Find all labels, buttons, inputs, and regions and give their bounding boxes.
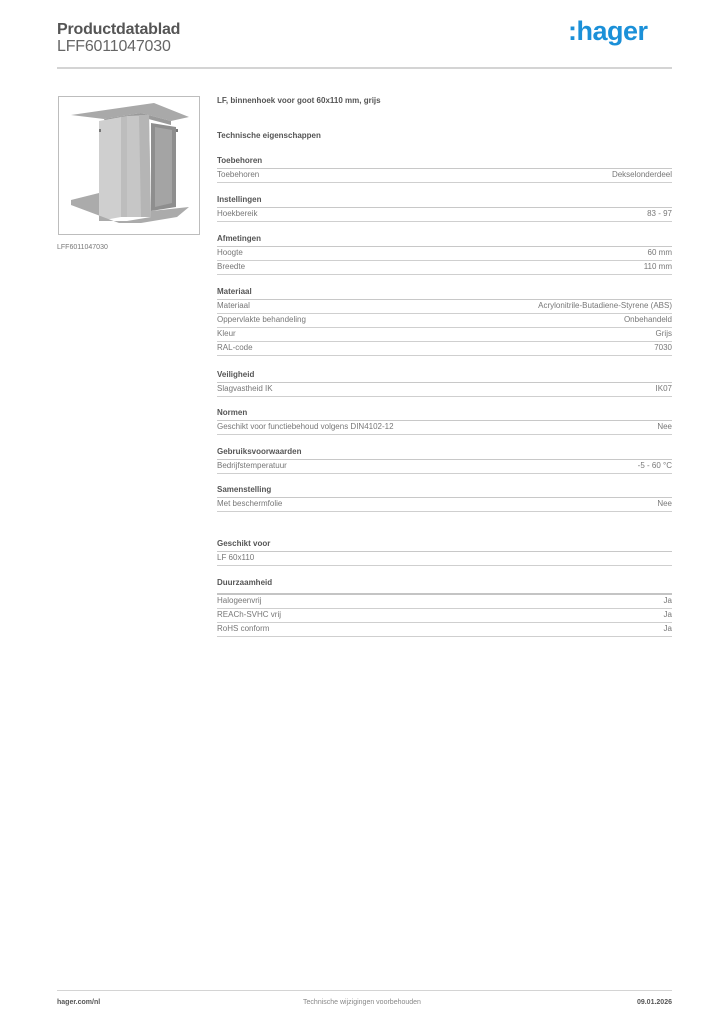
footer-website-link[interactable]: hager.com/nl (57, 999, 101, 1006)
property-row (217, 552, 672, 566)
section-afmetingen (217, 234, 672, 275)
property-row (217, 498, 672, 512)
section-heading: Instellingen (217, 195, 672, 208)
product-title: LF, binnenhoek voor goot 60x110 mm, grijs (217, 96, 381, 105)
property-label: Hoogte (217, 248, 243, 257)
property-row (217, 169, 672, 183)
property-value: Nee (657, 422, 672, 431)
section-samenstelling (217, 485, 672, 512)
section-heading: Veiligheid (217, 370, 672, 383)
property-value: IK07 (655, 384, 672, 393)
property-value: 7030 (654, 343, 672, 352)
property-value: -5 - 60 °C (637, 461, 672, 470)
property-label: Materiaal (217, 301, 250, 310)
property-row (217, 261, 672, 275)
section-heading: Toebehoren (217, 156, 672, 169)
property-row (217, 208, 672, 222)
property-value: Acrylonitrile-Butadiene-Styrene (ABS) (538, 301, 672, 310)
page-title: Productdatablad (57, 21, 181, 38)
section-duurzaamheid (217, 578, 672, 637)
property-row (217, 342, 672, 356)
property-value: 60 mm (647, 248, 672, 257)
property-row (217, 595, 672, 609)
hager-logo: :hager (568, 16, 648, 46)
property-row (217, 609, 672, 623)
footer-disclaimer: Technische wijzigingen voorbehouden (303, 999, 421, 1006)
property-label: RAL-code (217, 343, 253, 352)
footer-date: 09.01.2026 (636, 999, 672, 1006)
property-row (217, 247, 672, 261)
property-row (217, 383, 672, 397)
product-image (58, 96, 200, 235)
property-value: Ja (663, 610, 672, 619)
property-value: Onbehandeld (623, 315, 672, 324)
property-label: Kleur (217, 329, 236, 338)
cable-trunking-inner-corner-icon (59, 97, 199, 234)
property-label: Hoekbereik (217, 209, 258, 218)
header-divider (57, 67, 672, 69)
property-row (217, 314, 672, 328)
property-row (217, 421, 672, 435)
property-label: Slagvastheid IK (217, 384, 273, 393)
property-label: Bedrijfstemperatuur (217, 461, 287, 470)
property-label: LF 60x110 (217, 553, 255, 562)
property-row (217, 460, 672, 474)
section-heading: Materiaal (217, 287, 672, 300)
property-label: Halogeenvrij (217, 596, 262, 605)
section-heading: Samenstelling (217, 485, 672, 498)
section-normen (217, 408, 672, 435)
property-value: Ja (663, 624, 672, 633)
property-label: REACh-SVHC vrij (217, 610, 282, 619)
property-value: Grijs (655, 329, 672, 338)
section-heading: Geschikt voor (217, 539, 672, 552)
property-row (217, 328, 672, 342)
property-label: RoHS conform (217, 624, 270, 633)
property-value: Nee (657, 499, 672, 508)
property-row (217, 623, 672, 637)
property-row (217, 300, 672, 314)
property-label: Oppervlakte behandeling (217, 315, 306, 324)
footer-divider (57, 990, 672, 991)
image-caption: LFF6011047030 (57, 244, 108, 251)
property-label: Toebehoren (217, 170, 260, 179)
property-value: Ja (663, 596, 672, 605)
section-heading: Normen (217, 408, 672, 421)
section-toebehoren (217, 156, 672, 183)
technical-properties-title: Technische eigenschappen (217, 131, 321, 140)
property-value: 83 - 97 (647, 209, 672, 218)
property-label: Met beschermfolie (217, 499, 283, 508)
section-heading: Duurzaamheid (217, 578, 672, 595)
section-geschikt-voor (217, 539, 672, 566)
section-heading: Gebruiksvoorwaarden (217, 447, 672, 460)
section-heading: Afmetingen (217, 234, 672, 247)
product-code: LFF6011047030 (57, 38, 171, 55)
property-label: Geschikt voor functiebehoud volgens DIN4102-12 (217, 422, 394, 431)
section-gebruiksvoorwaarden (217, 447, 672, 474)
property-label: Breedte (217, 262, 246, 271)
property-value: 110 mm (643, 262, 672, 271)
section-veiligheid (217, 370, 672, 397)
section-materiaal (217, 287, 672, 356)
property-value: Dekselonderdeel (611, 170, 672, 179)
section-instellingen (217, 195, 672, 222)
